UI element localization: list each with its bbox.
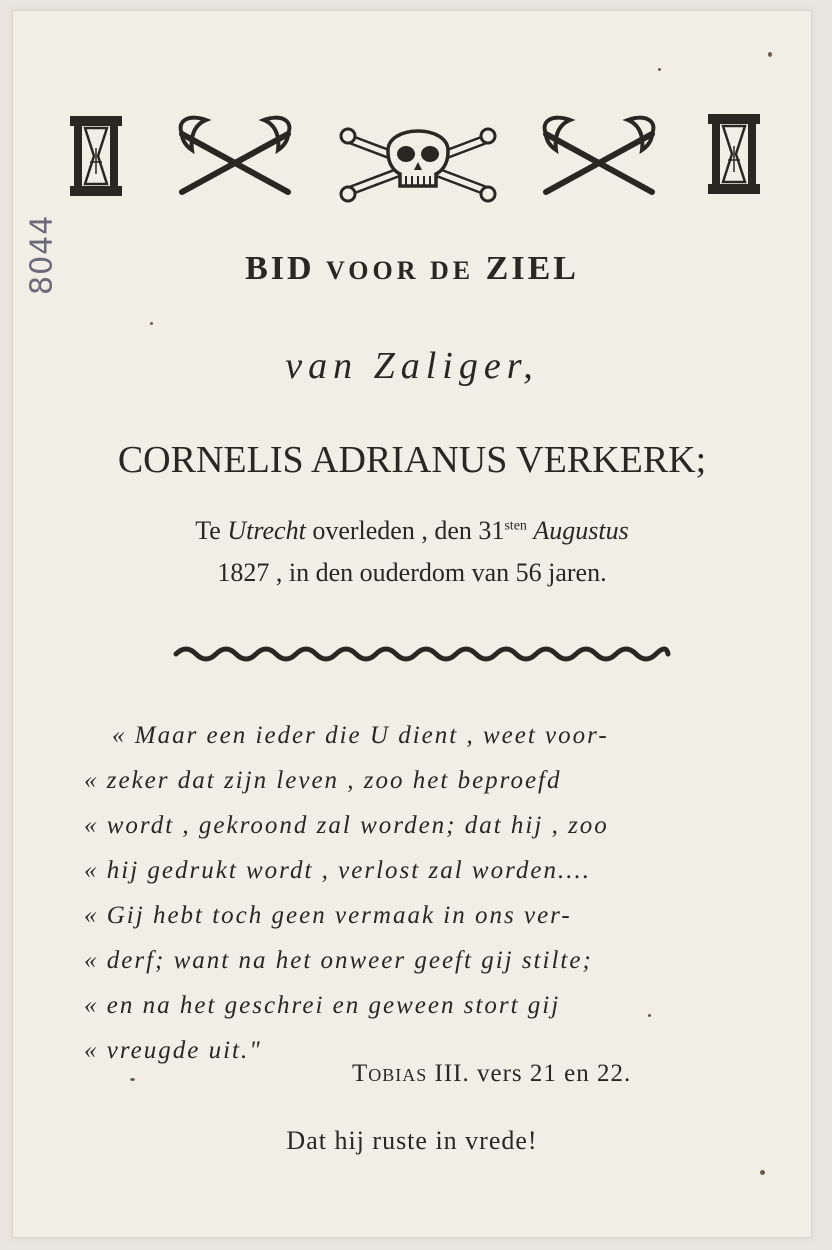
ornament-row: [12, 110, 812, 220]
paper-speck: [760, 1170, 765, 1175]
death-line-2: 1827 , in den ouderdom van 56 jaren.: [217, 558, 607, 587]
death-overleden: overleden , den 31: [312, 516, 505, 545]
wavy-divider: [172, 642, 672, 666]
heading-ziel: ZIEL: [485, 250, 579, 287]
hourglass-icon: [706, 112, 762, 196]
death-ordinal: sten: [504, 518, 527, 534]
quote-line: « Maar een ieder die U dient , weet voor-: [112, 722, 609, 749]
heading: [12, 250, 812, 288]
death-month: Augustus: [533, 516, 629, 545]
death-city: Utrecht: [227, 516, 306, 545]
quote-line: « Gij hebt toch geen vermaak in ons ver-: [84, 902, 572, 929]
source-verses: vers 21 en 22.: [477, 1060, 632, 1087]
quote-line: « wordt , gekroond zal worden; dat hij , zoo: [84, 812, 609, 839]
closing-prayer: Dat hij ruste in vrede!: [286, 1126, 538, 1155]
deceased-name: CORNELIS ADRIANUS VERKERK;: [117, 439, 707, 481]
paper-speck: [130, 1078, 135, 1081]
hourglass-icon: [68, 114, 124, 198]
scripture-source: [352, 1060, 631, 1088]
paper-speck: [648, 1014, 651, 1017]
heading-bid: BID: [245, 250, 315, 287]
crossed-scythes-icon: [172, 114, 298, 198]
death-te: Te: [195, 516, 221, 545]
van-zaliger: van Zaliger,: [285, 345, 539, 387]
quote-line: « zeker dat zijn leven , zoo het beproefd: [84, 767, 562, 794]
source-book: Tobias III.: [352, 1060, 470, 1087]
quote-line: « derf; want na het onweer geeft gij stilte;: [84, 947, 593, 974]
quote-line: « hij gedrukt wordt , verlost zal worden....: [84, 857, 591, 884]
memorial-card: [12, 10, 812, 1238]
crossed-scythes-icon: [536, 114, 662, 198]
death-line-1: [12, 516, 812, 546]
paper-speck: [150, 322, 153, 325]
quote-line: « en na het geschrei en geween stort gij: [84, 992, 561, 1019]
paper-speck: [768, 52, 772, 57]
skull-crossbones-icon: [338, 110, 498, 206]
paper-speck: [658, 68, 661, 71]
quote-line: « vreugde uit.": [84, 1037, 262, 1064]
heading-voor-de: VOOR DE: [326, 256, 475, 285]
archive-number: 8044: [24, 214, 60, 296]
